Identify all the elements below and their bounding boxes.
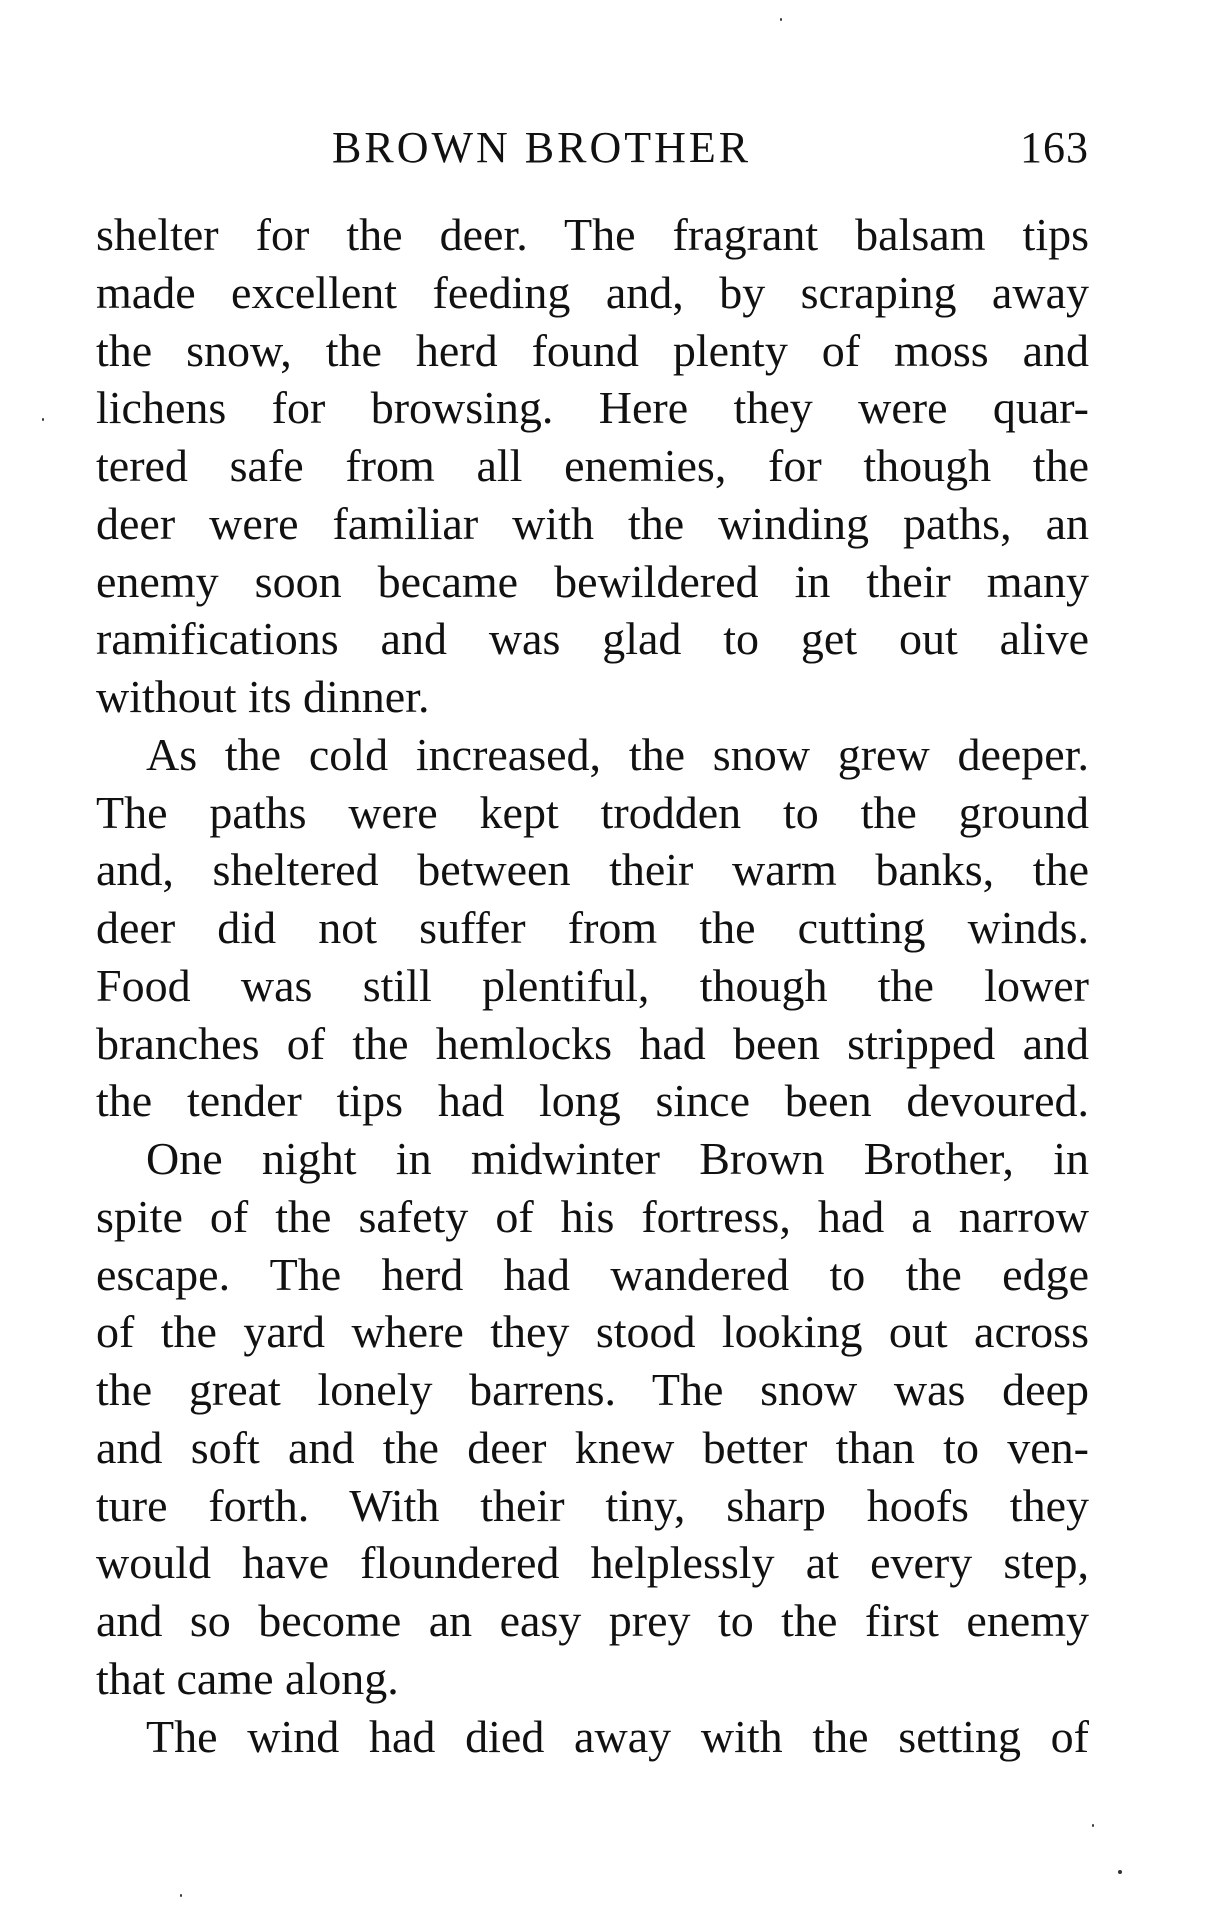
- scan-speck: [1092, 1824, 1094, 1827]
- text-line: deer were familiar with the winding paths, an: [96, 497, 1089, 549]
- body-text: [96, 206, 1089, 1765]
- scan-speck: [780, 18, 782, 21]
- text-line: escape. The herd had wandered to the edge: [96, 1248, 1089, 1300]
- scan-speck: [180, 1894, 182, 1897]
- text-line: enemy soon became bewildered in their many: [96, 555, 1089, 607]
- text-line: and soft and the deer knew better than to ven-: [96, 1421, 1089, 1473]
- scan-speck: [1118, 1870, 1122, 1874]
- text-line: the great lonely barrens. The snow was deep: [96, 1364, 1089, 1415]
- text-line: The paths were kept trodden to the ground: [96, 786, 1089, 838]
- text-line: tered safe from all enemies, for though the: [96, 440, 1089, 491]
- text-line: the tender tips had long since been devoured.: [96, 1075, 1089, 1127]
- text-line: shelter for the deer. The fragrant balsam tips: [96, 209, 1089, 260]
- text-line: One night in midwinter Brown Brother, in: [146, 1133, 1089, 1184]
- text-line: that came along.: [96, 1652, 399, 1704]
- text-line: and so become an easy prey to the first enemy: [96, 1595, 1089, 1646]
- text-line: lichens for browsing. Here they were quar-: [96, 382, 1089, 434]
- text-line: without its dinner.: [96, 671, 430, 722]
- text-line: As the cold increased, the snow grew deeper.: [146, 728, 1089, 780]
- text-line: made excellent feeding and, by scraping away: [96, 266, 1089, 318]
- text-line: spite of the safety of his fortress, had a narrow: [96, 1190, 1089, 1242]
- text-line: deer did not suffer from the cutting winds.: [96, 902, 1089, 953]
- text-line: and, sheltered between their warm banks, the: [96, 844, 1089, 896]
- text-line: the snow, the herd found plenty of moss and: [96, 324, 1089, 376]
- scan-speck: [42, 418, 44, 421]
- text-line: ramifications and was glad to get out alive: [96, 613, 1089, 665]
- running-title: BROWN BROTHER: [332, 123, 752, 172]
- text-line: Food was still plentiful, though the lower: [96, 959, 1089, 1011]
- running-head: [96, 118, 1089, 188]
- text-line: The wind had died away with the setting of: [146, 1710, 1089, 1762]
- text-line: of the yard where they stood looking out across: [96, 1306, 1089, 1358]
- text-line: branches of the hemlocks had been stripped and: [96, 1017, 1089, 1069]
- page-number: 163: [1020, 123, 1089, 172]
- text-line: ture forth. With their tiny, sharp hoofs they: [96, 1479, 1089, 1531]
- text-line: would have floundered helplessly at every step,: [96, 1537, 1089, 1589]
